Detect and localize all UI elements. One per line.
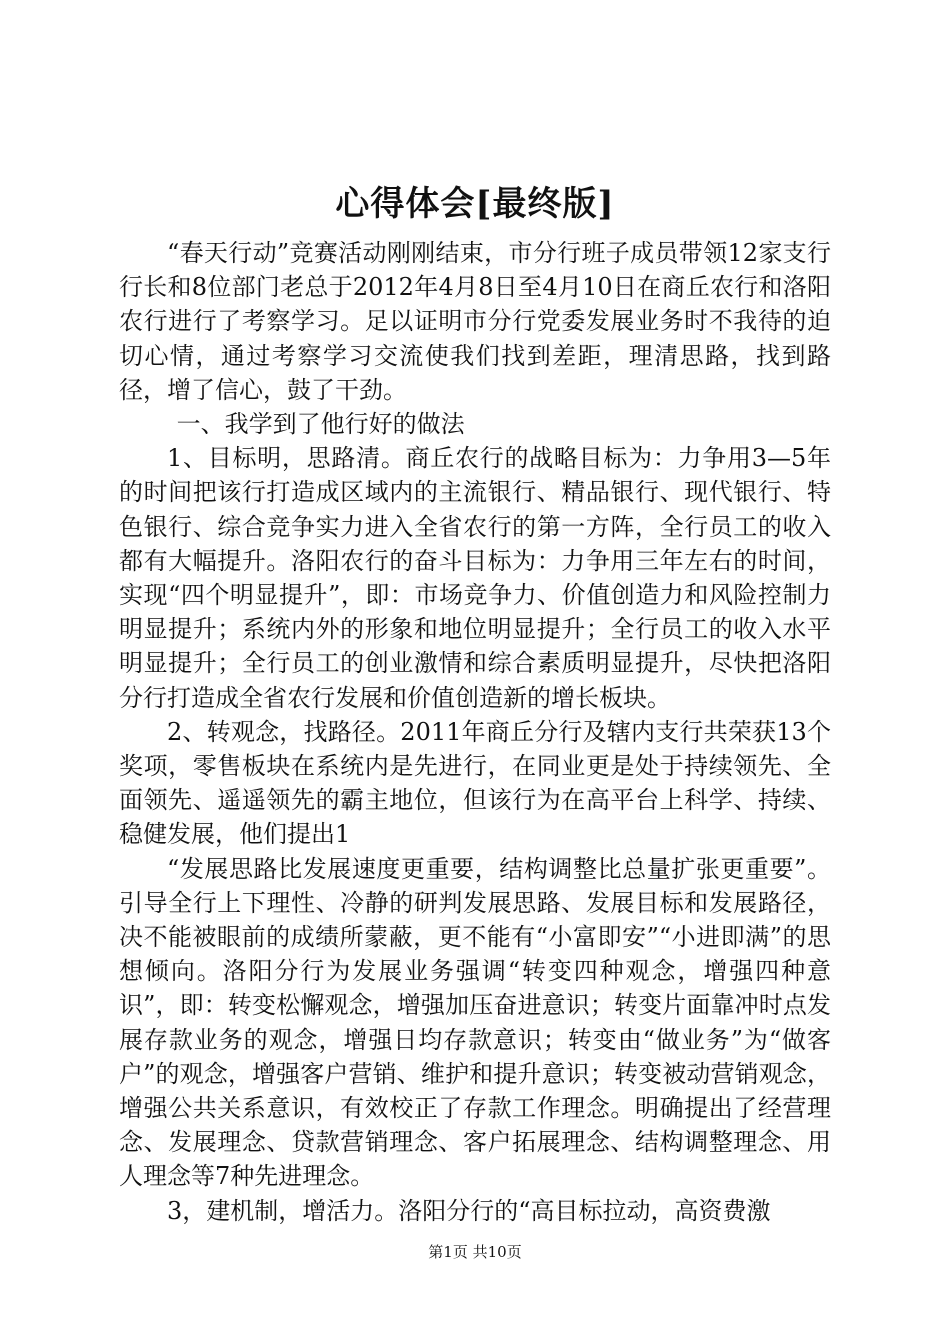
section-heading-1: 一、我学到了他行好的做法 [176, 410, 465, 439]
paragraph-goals: 1、目标明，思路清。商丘农行的战略目标为：力争用3—5年的时间把该行打造成区域内的主流银行、精品银行、现代银行、特色银行、综合竞争实力进入全省农行的第一方阵，全行员工的收入都有大幅提升。洛阳农行的奋斗目标为：力争用三年左右的时间，实现“四个明显提升”，即：市场竞争力、价值创造力和风险控制力明显提升；系统内外的形象和地位明显提升；全行员工的收入水平明显提升；全行员工的创业激情和综合素质明显提升，尽快把洛阳分行打造成全省农行发展和价值创造新的增长板块。 [119, 444, 831, 712]
page-footer: 第1页 共10页 [428, 1243, 522, 1261]
paragraph-intro: “春天行动”竞赛活动刚刚结束，市分行班子成员带领12家支行行长和8位部门老总于2012年4月8日至4月10日在商丘农行和洛阳农行进行了考察学习。足以证明市分行党委发展业务时不我待的迫切心情，通过考察学习交流使我们找到差距，理清思路，找到路径，增了信心，鼓了干劲。 [119, 239, 831, 404]
paragraph-development: “发展思路比发展速度更重要，结构调整比总量扩张更重要”。引导全行上下理性、冷静的研判发展思路、发展目标和发展路径，决不能被眼前的成绩所蒙蔽，更不能有“小富即安”“小进即满”的思想倾向。洛阳分行为发展业务强调“转变四种观念，增强四种意识”，即：转变松懈观念，增强加压奋进意识；转变片面靠冲时点发展存款业务的观念，增强日均存款意识；转变由“做业务”为“做客户”的观念，增强客户营销、维护和提升意识；转变被动营销观念，增强公共关系意识，有效校正了存款工作理念。明确提出了经营理念、发展理念、贷款营销理念、客户拓展理念、结构调整理念、用人理念等7种先进理念。 [119, 854, 831, 1191]
document-title: 心得体会[最终版] [335, 184, 615, 224]
paragraph-mechanism: 3，建机制，增活力。洛阳分行的“高目标拉动，高资费激 [167, 1196, 771, 1225]
paragraph-concepts: 2、转观念，找路径。2011年商丘分行及辖内支行共荣获13个奖项，零售板块在系统内是先进行，在同业更是处于持续领先、全面领先、遥遥领先的霸主地位，但该行为在高平台上科学、持续、稳健发展，他们提出1 [119, 717, 831, 849]
document-body [119, 236, 831, 1228]
